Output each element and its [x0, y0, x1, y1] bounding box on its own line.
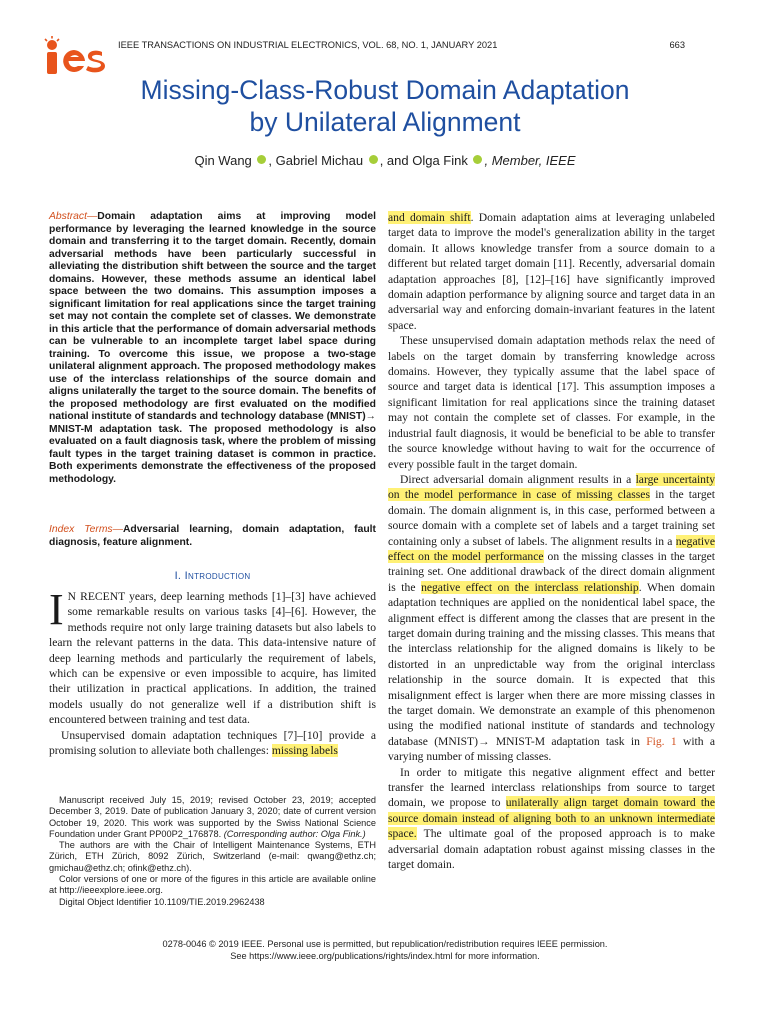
page-number: 663 — [669, 40, 685, 50]
running-header — [118, 40, 685, 50]
intro-paragraph-1: I N RECENT years, deep learning methods [1]–[3] have achieved some remarkable results on various tasks [4]–[6]. However, the methods require not only large training datasets but also labels to learn the relevant patterns in the data. This data-intensive nature of deep learning methods and particularly the requirement of labels, which can be expensive or even impossible to acquire, has limited their utilization in practical applications. In addition, the trained models usually do not generalize well if a distribution shift is encountered between training and test data. — [49, 585, 376, 727]
ies-logo-icon — [44, 36, 110, 78]
footnote-manuscript: Manuscript received July 15, 2019; revised October 23, 2019; accepted December 3, 2019. Date of publication January 3, 2020; date of current version October 19, 2020. This work was supported by the Swiss National Science Foundation under Grant PP00P2_176878. (Corresponding author: Olga Fink.) — [49, 795, 376, 839]
author-name: Qin Wang — [194, 153, 252, 168]
highlight: large uncertainty on the model performance in case of missing classes — [388, 472, 715, 502]
orcid-icon[interactable] — [369, 155, 378, 164]
first-page-footnote — [49, 795, 376, 908]
footnote-color-versions: Color versions of one or more of the figures in this article are available online at http://ieeexplore.ieee.org. — [49, 874, 376, 896]
copyright-line-2: See https://www.ieee.org/publications/rights/index.html for more information. — [230, 950, 540, 961]
col2-paragraph-3: Direct adversarial domain alignment results in a large uncertainty on the model performance in case of missing classes in the target domain. The domain alignment is, in this case, performed between a source domain with a complete set of labels and a target training set containing only a subset of labels. The alignment results in a negative effect on the model performance on the missing classes in the target training set. One additional drawback of the direct domain alignment is the negative effect on the interclass relationship. When domain adaptation techniques are applied on the nonidentical label space, the alignment effect is different among the classes that are present in the target domain during training and the missing classes. This means that the interclass relationship for the aligned domains is likely to be distorted in an unpredictable way from the original interclass relationship in the source domain. It is expected that this misalignment effect is larger when there are more missing classes in the target domain. We demonstrate an example of this phenomenon using the modified national institute of standards and technology database (MNIST)→ MNIST-M adaptation task in Fig. 1 with a varying number of missing classes. — [388, 472, 715, 764]
highlight: missing labels — [271, 744, 338, 758]
footnote-affiliation: The authors are with the Chair of Intelligent Maintenance Systems, ETH Zürich, ETH Zürich, 8092 Zürich, Switzerland (e-mail: qwang@ethz.ch; gmichau@ethz.ch; ofink@ethz.ch). — [49, 840, 376, 873]
index-terms-label: Index Terms— — [49, 524, 123, 535]
corresponding-author: (Corresponding author: Olga Fink.) — [223, 828, 366, 839]
drop-cap: I — [49, 585, 64, 634]
highlight: negative effect on the model performance — [388, 534, 715, 563]
figure-reference-link[interactable]: Fig. 1 — [646, 734, 677, 748]
col2-paragraph-4: In order to mitigate this negative alignment effect and better transfer the learned interclass relationships from source to target domain, we propose to unilaterally align target domain toward the source domain instead of aligning both to an unknown intermediate space. The ultimate goal of the proposed approach is to make adversarial domain adaptation robust against missing classes in the target domain. — [388, 765, 715, 872]
author-name: , and Olga Fink — [379, 153, 468, 168]
highlight: unilaterally align target domain toward the source domain instead of aligning both to an unknown intermediate space. — [388, 796, 715, 841]
highlight: and domain shift — [388, 211, 471, 224]
author-name: , Gabriel Michau — [268, 153, 364, 168]
footnote-doi: Digital Object Identifier 10.1109/TIE.2019.2962438 — [59, 896, 265, 907]
abstract — [49, 211, 376, 486]
section-heading — [49, 570, 376, 582]
author-membership: , Member, IEEE — [484, 153, 576, 168]
orcid-icon[interactable] — [473, 155, 482, 164]
highlight: negative effect on the interclass relationship — [421, 580, 639, 594]
intro-paragraph-2: Unsupervised domain adaptation techniques [7]–[10] provide a promising solution to alleviate both challenges: missing labels — [49, 728, 376, 758]
title-line-1: Missing-Class-Robust Domain Adaptation — [140, 75, 630, 105]
col2-paragraph-1: and domain shift. Domain adaptation aims at leveraging unlabeled target data to improve the model's generalization ability in the target domain. It allows knowledge transfer from a source domain to a different but related target domain [11]. Recently, adversarial domain adaptation approaches [8], [12]–[16] have significantly improved domain adaption performance by aligning source and target data in an adversarial way and enforcing domain-invariant features in the latent space. — [388, 211, 715, 332]
abstract-text: Domain adaptation aims at improving model performance by leveraging the learned knowledge in the source domain and transferring it to the target domain. Recently, domain adversarial methods have been particularly successful in alleviating the distribution shift between the source and the target domains. However, these methods assume an identical label space between the two domains. This assumption imposes a significant limitation for real applications since the target training set may not contain the complete set of classes. We demonstrate in this article that the performance of domain adversarial methods can be vulnerable to an incomplete target label space during training. To overcome this issue, we propose a two-stage unilateral alignment approach. The proposed methodology makes use of the interclass relationships of the source domain and aligns unilaterally the target to the source domain. The benefits of the proposed methodology are first evaluated on the modified national institute of standards and technology database (MNIST)→ MNIST-M adaptation task. The proposed methodology is also evaluated on a fault diagnosis task, where the problem of missing fault types in the target training dataset is common in practice. Both experiments demonstrate the effectiveness of the proposed methodology. — [49, 211, 377, 485]
section-numeral: I. — [174, 570, 185, 582]
col2-paragraph-2: These unsupervised domain adaptation methods relax the need of labels on the target domain by transferring knowledge across domains. However, they typically assume that the label space of source and target data is identical [17]. This assumption imposes a significant limitation for real applications since the training dataset may not contain the complete set of classes. For example, in the industrial fault diagnosis, it would be beneficial to be able to transfer the source knowledge without having to wait for the occurrence of every possible fault in the target domain. — [388, 334, 715, 471]
title-line-2: by Unilateral Alignment — [249, 107, 521, 137]
index-terms — [49, 524, 376, 549]
copyright-line-1: 0278-0046 © 2019 IEEE. Personal use is permitted, but republication/redistribution requires IEEE permission. — [162, 939, 608, 949]
journal-name: IEEE TRANSACTIONS ON INDUSTRIAL ELECTRONICS, VOL. 68, NO. 1, JANUARY 2021 — [118, 40, 498, 50]
author-line — [40, 153, 730, 168]
logo-text: ies — [44, 36, 46, 37]
orcid-icon[interactable] — [257, 155, 266, 164]
right-column-text — [388, 210, 715, 872]
abstract-label: Abstract— — [49, 211, 98, 222]
index-terms-text: Adversarial learning, domain adaptation, fault diagnosis, feature alignment. — [49, 524, 376, 548]
paper-title — [40, 74, 730, 138]
section-title: Introduction — [184, 570, 251, 582]
intro-text — [49, 585, 376, 758]
copyright-notice — [40, 939, 730, 962]
